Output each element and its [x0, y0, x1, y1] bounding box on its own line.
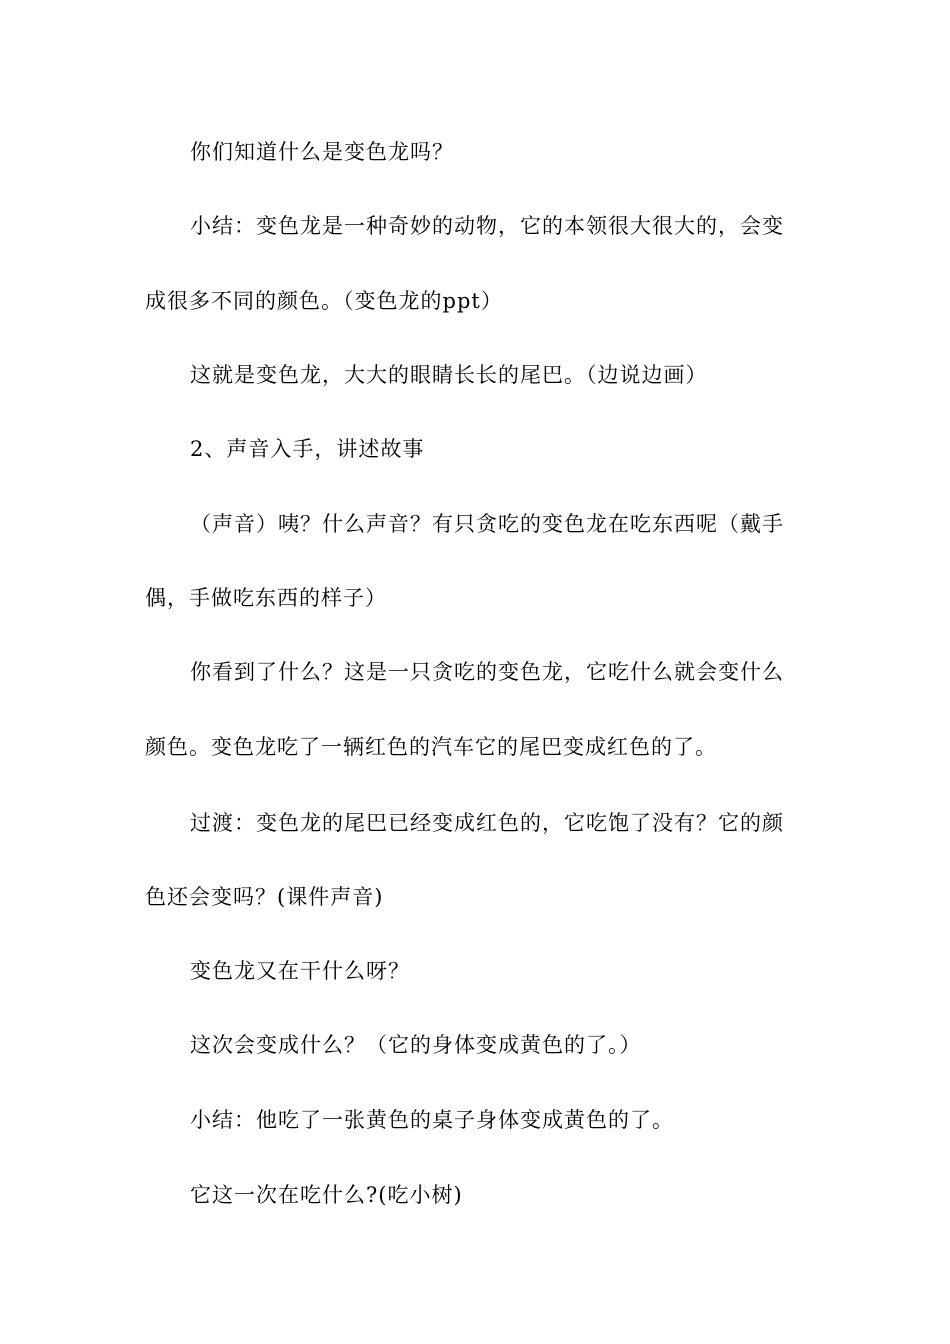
paragraph-line: 小结：变色龙是一种奇妙的动物，它的本领很大很大的，会变	[190, 214, 784, 238]
section-heading: 2、声音入手，讲述故事	[190, 437, 425, 461]
paragraph-line: 偶，手做吃东西的样子）	[145, 586, 387, 610]
paragraph-line: 变色龙又在干什么呀？	[190, 959, 410, 983]
paragraph-line: 过渡：变色龙的尾巴已经变成红色的，它吃饱了没有？它的颜	[190, 811, 784, 835]
paragraph-line: 色还会变吗？(课件声音)	[145, 885, 384, 909]
paragraph-line: 小结：他吃了一张黄色的桌子身体变成黄色的了。	[190, 1108, 674, 1132]
paragraph-line: 它这一次在吃什么?(吃小树)	[190, 1183, 463, 1207]
paragraph-line: 这就是变色龙，大大的眼睛长长的尾巴。（边说边画）	[190, 363, 708, 387]
paragraph-line: （声音）咦？什么声音？有只贪吃的变色龙在吃东西呢（戴手	[190, 512, 784, 536]
paragraph-line: 你看到了什么？这是一只贪吃的变色龙，它吃什么就会变什么	[190, 660, 784, 684]
paragraph-line: 成很多不同的颜色。（变色龙的ppt）	[145, 289, 503, 313]
paragraph-line: 这次会变成什么？（它的身体变成黄色的了。）	[190, 1033, 642, 1057]
paragraph-line: 颜色。变色龙吃了一辆红色的汽车它的尾巴变成红色的了。	[145, 735, 717, 759]
paragraph-line: 你们知道什么是变色龙吗？	[190, 140, 454, 164]
